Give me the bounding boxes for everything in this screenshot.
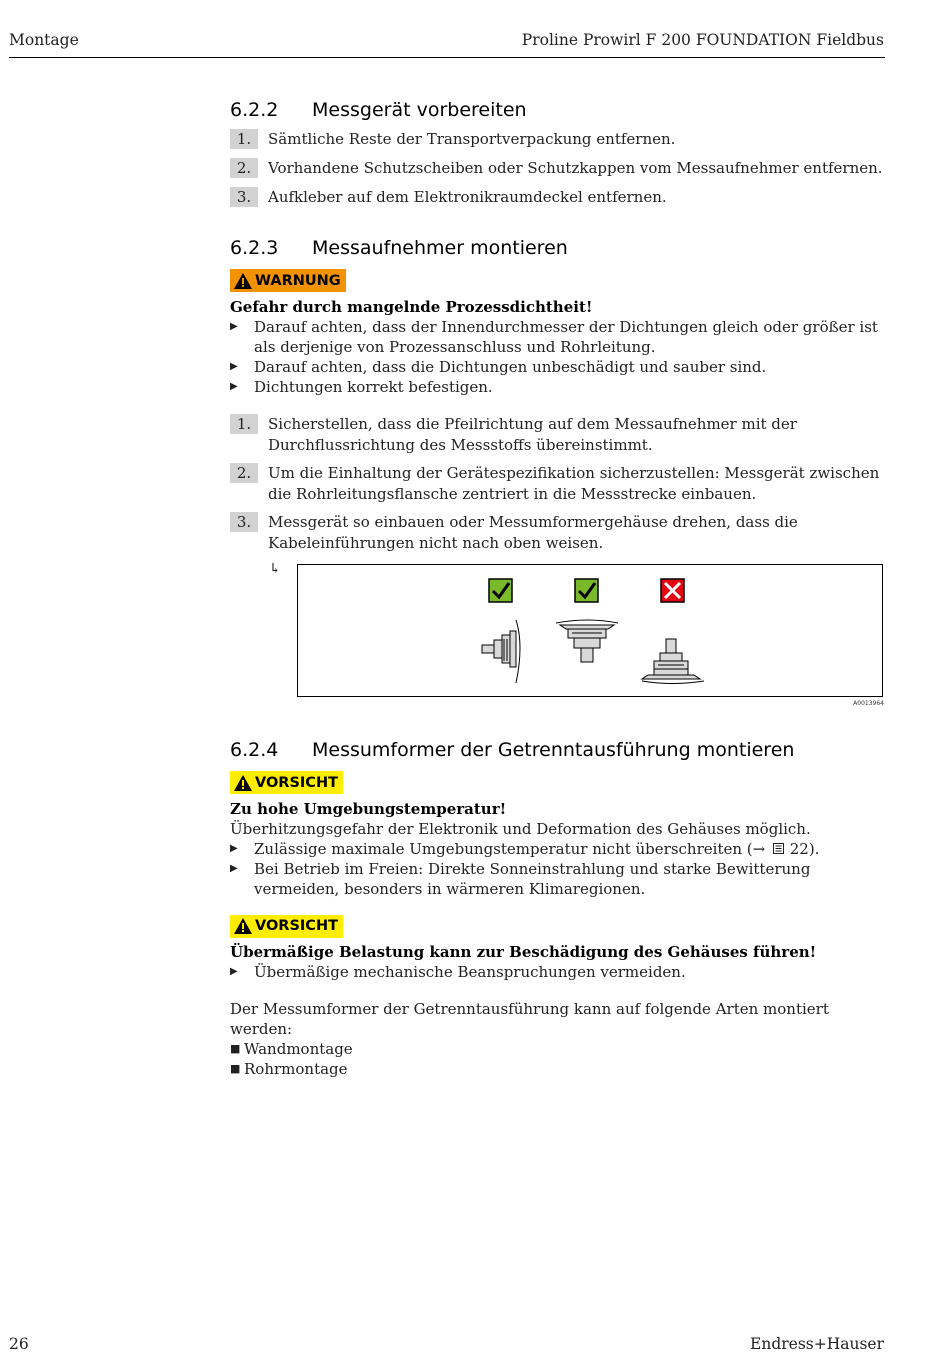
list-item: [230, 1039, 885, 1059]
step-item: [230, 512, 885, 554]
heading-number: 6.2.2: [230, 99, 279, 121]
list-item-text: Wandmontage: [244, 1040, 353, 1058]
bullet-text: Übermäßige mechanische Beanspruchungen vermeiden.: [254, 963, 686, 981]
caution-box: [230, 771, 885, 796]
intro-text: Der Messumformer der Getrenntausführung kann auf folgende Arten montiert werden:: [230, 1000, 829, 1038]
caution-label: [230, 915, 343, 938]
step-text: Um die Einhaltung der Gerätespezifikation sicherzustellen: Messgerät zwischen die Rohrleitungsflansche zentriert in die Messstrecke einbauen.: [268, 463, 880, 503]
figure-code: A0013964: [853, 700, 884, 707]
header-section-title: Montage: [9, 31, 79, 49]
caution-label: [230, 771, 343, 794]
bullet-text: Darauf achten, dass der Innendurchmesser der Dichtungen gleich oder größer ist als derjenige von Prozessanschluss und Rohrleitung.: [254, 317, 878, 356]
triangle-bullet-icon: ▶: [230, 320, 238, 332]
step-item: [230, 187, 885, 208]
step-item: [230, 463, 885, 505]
warning-triangle-icon: [233, 272, 253, 290]
heading-6-2-3: [230, 235, 885, 261]
triangle-bullet-icon: ▶: [230, 966, 238, 977]
bullet-text: Dichtungen korrekt befestigen.: [254, 377, 493, 396]
caution-label-text: VORSICHT: [255, 918, 338, 934]
caution-box: [230, 915, 885, 940]
bullet-text: Darauf achten, dass die Dichtungen unbeschädigt und sauber sind.: [254, 357, 767, 376]
triangle-bullet-icon: ▶: [230, 842, 238, 854]
triangle-bullet-icon: ▶: [230, 380, 238, 392]
warning-bullet: [230, 357, 885, 377]
device-horizontal-side-icon: [482, 620, 520, 683]
mounting-orientation-figure: [297, 564, 883, 697]
step-item: [230, 129, 885, 150]
step-item: [230, 158, 885, 179]
step-text: Sicherstellen, dass die Pfeilrichtung auf dem Messaufnehmer mit der Durchflussrichtung des Messstoffs übereinstimmt.: [268, 414, 797, 454]
warning-label-text: WARNUNG: [255, 272, 341, 289]
cross-icon: [661, 579, 684, 602]
bullet-text: [254, 839, 819, 859]
steps-6-2-3: [230, 414, 885, 554]
step-text: Vorhandene Schutzscheiben oder Schutzkappen vom Messaufnehmer entfernen.: [268, 159, 883, 177]
heading-6-2-4: [230, 737, 885, 763]
step-text: Messgerät so einbauen oder Messumformergehäuse drehen, dass die Kabeleinführungen nicht nach oben weisen.: [268, 512, 798, 552]
warning-box: [230, 269, 885, 294]
list-item-text: Rohrmontage: [244, 1060, 348, 1078]
header-divider: [9, 57, 885, 58]
heading-title: Messgerät vorbereiten: [312, 99, 527, 121]
check-icon: [575, 579, 598, 602]
caution-bullet: [230, 839, 885, 859]
page-content-lower: [230, 737, 885, 1079]
step-text: Aufkleber auf dem Elektronikraumdeckel entfernen.: [268, 188, 667, 206]
warning-heading: Gefahr durch mangelnde Prozessdichtheit!: [230, 297, 593, 316]
bullet-text-prefix: Zulässige maximale Umgebungstemperatur nicht überschreiten (→: [254, 839, 770, 858]
heading-number: 6.2.3: [230, 237, 279, 259]
caution-text: Überhitzungsgefahr der Elektronik und Deformation des Gehäuses möglich.: [230, 819, 811, 838]
caution-bullet: [230, 962, 885, 982]
step-text: Sämtliche Reste der Transportverpackung entfernen.: [268, 130, 676, 148]
step-number: 3.: [230, 512, 258, 532]
result-arrow-icon: ↳: [269, 561, 281, 577]
warning-label: [230, 269, 346, 292]
step-number: 2.: [230, 463, 258, 483]
square-bullet-icon: ■: [230, 1062, 241, 1075]
list-item: [230, 1059, 885, 1079]
warning-bullet: [230, 317, 885, 357]
step-number: 1.: [230, 129, 258, 149]
heading-title: Messumformer der Getrenntausführung montieren: [312, 739, 795, 761]
header-document-title: Proline Prowirl F 200 FOUNDATION Fieldbus: [521, 31, 884, 49]
step-item: [230, 414, 885, 456]
caution-heading: Übermäßige Belastung kann zur Beschädigung des Gehäuses führen!: [230, 943, 817, 961]
step-number: 3.: [230, 187, 258, 207]
check-icon: [489, 579, 512, 602]
page-reference-number: 22).: [784, 839, 820, 858]
steps-6-2-2: [230, 129, 885, 208]
step-number: 1.: [230, 414, 258, 434]
page-reference-icon[interactable]: [772, 842, 785, 855]
caution-heading: Zu hohe Umgebungstemperatur!: [230, 799, 507, 818]
warning-triangle-icon: [233, 917, 253, 935]
device-vertical-hanging-icon: [556, 620, 618, 662]
caution-bullet: [230, 859, 885, 899]
page-number: 26: [9, 1335, 29, 1353]
heading-title: Messaufnehmer montieren: [312, 237, 568, 259]
step-number: 2.: [230, 158, 258, 178]
mounting-orientation-illustration: [298, 565, 882, 696]
device-vertical-upright-icon: [642, 639, 704, 684]
caution-label-text: VORSICHT: [255, 774, 338, 791]
square-bullet-icon: ■: [230, 1042, 241, 1055]
heading-6-2-2: [230, 97, 885, 123]
warning-bullet: [230, 377, 885, 397]
page-content: [230, 97, 885, 554]
triangle-bullet-icon: ▶: [230, 360, 238, 372]
heading-number: 6.2.4: [230, 739, 279, 761]
footer-brand: Endress+Hauser: [750, 1335, 884, 1353]
triangle-bullet-icon: ▶: [230, 862, 238, 874]
warning-triangle-icon: [233, 774, 253, 792]
bullet-text: Bei Betrieb im Freien: Direkte Sonneinstrahlung und starke Bewitterung vermeiden, besonders in wärmeren Klimaregionen.: [254, 859, 811, 898]
